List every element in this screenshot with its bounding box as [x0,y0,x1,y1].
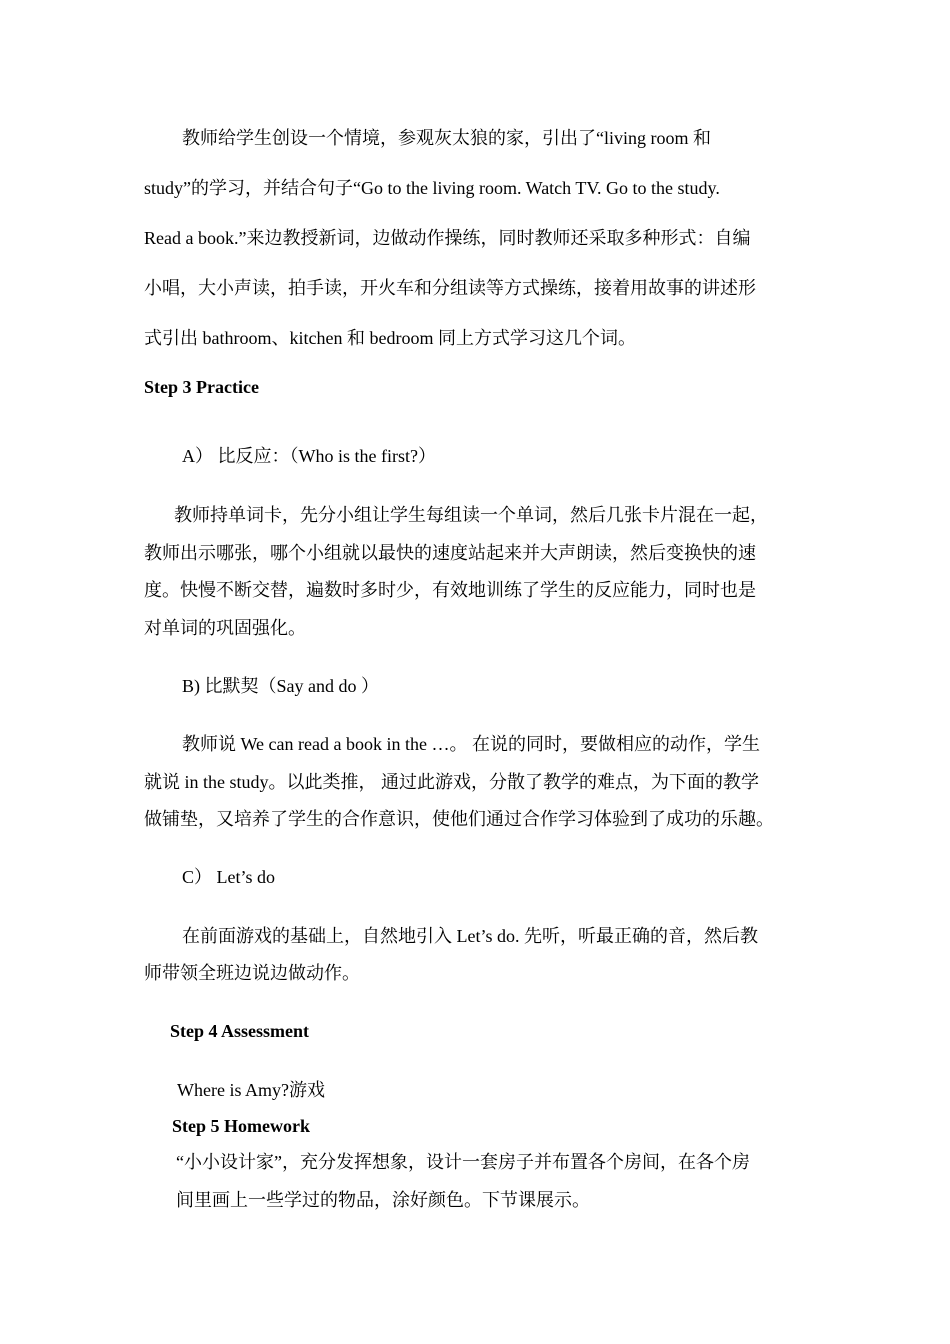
step3-heading: Step 3 Practice [144,377,259,397]
step3-c-heading: C） Let’s do [182,867,275,887]
step3-b-line-2: 就说 in the study。以此类推， 通过此游戏，分散了教学的难点，为下面的教学 [144,772,759,792]
intro-line-2: study”的学习，并结合句子“Go to the living room. Watch TV. Go to the study. [144,178,720,198]
step3-b-line-1: 教师说 We can read a book in the …。 在说的同时，要做相应的动作，学生 [182,734,760,754]
step3-a-heading: A） 比反应：（Who is the first?） [182,446,436,466]
step3-a-line-3: 度。快慢不断交替，遍数时多时少，有效地训练了学生的反应能力，同时也是 [144,580,756,600]
step3-a-line-4: 对单词的巩固强化。 [144,618,306,638]
step5-line-2: 间里画上一些学过的物品，涂好颜色。下节课展示。 [176,1190,590,1210]
step5-heading: Step 5 Homework [172,1116,310,1136]
step4-heading: Step 4 Assessment [170,1021,310,1041]
step3-a-line-1: 教师持单词卡，先分小组让学生每组读一个单词，然后几张卡片混在一起， [174,505,768,525]
intro-line-3: Read a book.”来边教授新词，边做动作操练，同时教师还采取多种形式：自编 [144,228,751,248]
step3-b-line-3: 做铺垫，又培养了学生的合作意识，使他们通过合作学习体验到了成功的乐趣。 [144,809,774,829]
intro-line-5: 式引出 bathroom、kitchen 和 bedroom 同上方式学习这几个词。 [144,328,636,348]
step5-line-1: “小小设计家”，充分发挥想象，设计一套房子并布置各个房间，在各个房 [176,1152,750,1172]
intro-line-4: 小唱，大小声读，拍手读，开火车和分组读等方式操练，接着用故事的讲述形 [144,278,756,298]
step3-a-line-2: 教师出示哪张，哪个小组就以最快的速度站起来并大声朗读，然后变换快的速 [144,543,756,563]
step3-b-heading: B) 比默契（Say and do ） [182,676,379,696]
intro-line-1: 教师给学生创设一个情境，参观灰太狼的家，引出了“living room 和 [182,128,711,148]
step3-c-line-1: 在前面游戏的基础上，自然地引入 Let’s do. 先听，听最正确的音，然后教 [182,926,758,946]
step3-c-line-2: 师带领全班边说边做动作。 [144,963,360,983]
step4-line: Where is Amy?游戏 [177,1080,325,1100]
